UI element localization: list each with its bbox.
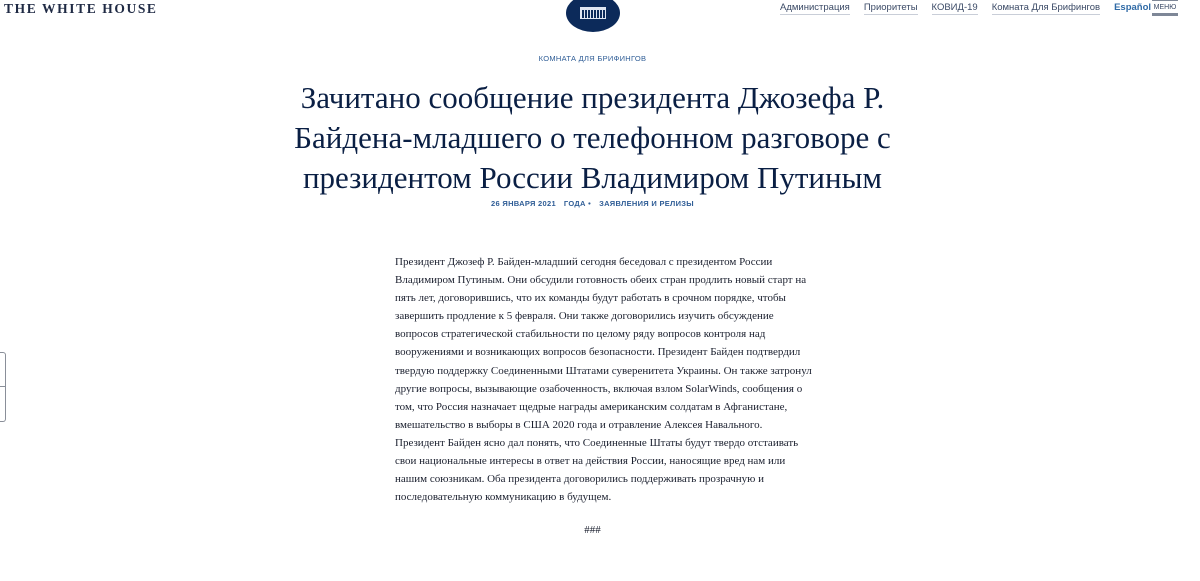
article-date-suffix: ГОДА • — [563, 199, 592, 208]
site-logo[interactable]: THE WHITE HOUSE — [4, 1, 158, 16]
body-line: другие вопросы, вызывающие озабоченность, включая взлом SolarWinds, сообщения о — [395, 382, 803, 395]
end-mark: ### — [584, 524, 601, 536]
nav-espanol[interactable]: Español — [1114, 2, 1152, 13]
body-line: вопросов стратегической стабильности по целому ряду вопросов контроля над — [395, 328, 766, 341]
nav-covid[interactable]: КОВИД-19 — [931, 2, 978, 13]
white-house-seal-icon[interactable] — [566, 0, 620, 32]
menu-button[interactable]: МЕНЮ — [1152, 0, 1178, 16]
body-line: Владимиром Путиным. Они обсудили готовность обеих стран продлить новый старт на — [395, 274, 807, 287]
body-line: твердую поддержку Соединенными Штатами суверенитета Украины. Он также затронул — [395, 364, 812, 377]
nav-priorities[interactable]: Приоритеты — [863, 2, 918, 13]
body-line: Президент Байден ясно дал понять, что Соединенные Штаты будут твердо отстаивать — [395, 436, 799, 449]
body-line: Президент Джозеф Р. Байден-младший сегодня беседовал с президентом России — [395, 256, 773, 268]
nav-administration[interactable]: Администрация — [780, 2, 850, 13]
body-line: свои национальные интересы в ответ на действия России, наносящие вред нам или — [395, 455, 786, 468]
body-line: вмешательство в выборы в США 2020 года и отравление Алексея Навального. — [395, 418, 763, 431]
nav-briefing-room[interactable]: Комната Для Брифингов — [991, 2, 1101, 13]
body-line: том, что Россия назначает щедрые награды американским солдатам в Афганистане, — [395, 400, 788, 413]
body-line: нашим союзникам. Оба президента договорились поддерживать прозрачную и — [395, 473, 764, 486]
body-line: последовательную коммуникацию в будущем. — [395, 491, 612, 504]
section-eyebrow[interactable]: КОМНАТА ДЛЯ БРИФИНГОВ — [538, 54, 647, 63]
body-line: пять лет, договорившись, что их команды будут работать в срочном порядке, чтобы — [395, 292, 786, 305]
side-tab-handle[interactable] — [0, 352, 6, 422]
article-date: 26 ЯНВАРЯ 2021 — [491, 199, 556, 208]
body-line: вооружениями и возникающих вопросов безопасности. Президент Байден подтвердил — [395, 346, 801, 359]
page-title: Зачитано сообщение президента Джозефа Р. Байдена-младшего о телефонном разговоре с президентом России Владимиром Путиным — [294, 80, 891, 195]
article-body — [395, 253, 812, 506]
top-nav — [780, 2, 1151, 15]
article-meta — [0, 199, 1185, 208]
body-line: завершить продление к 5 февраля. Они также договорились изучить обсуждение — [395, 310, 774, 323]
article-category[interactable]: ЗАЯВЛЕНИЯ И РЕЛИЗЫ — [599, 199, 694, 208]
